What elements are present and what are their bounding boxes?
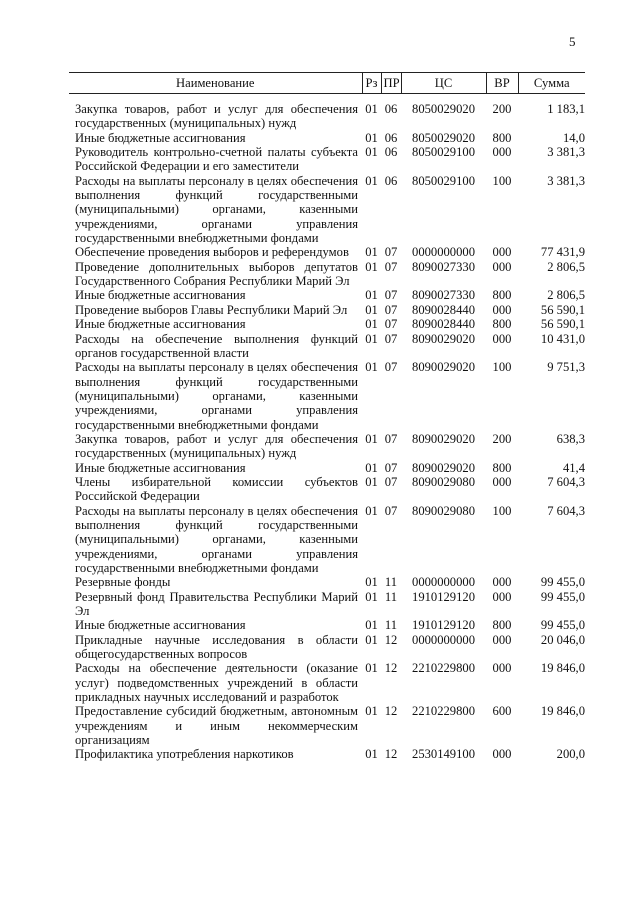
cell-vr: 100 [492,360,512,375]
cell-name: Расходы на обеспечение деятельности (оказание услуг) подведомственных учреждений в области прикладных научных исследований и разработок [75,661,358,705]
table-row [69,260,585,289]
cell-rz: 01 [365,145,378,160]
cell-cs: 2210229800 [412,704,475,719]
cell-pr: 11 [384,575,398,590]
cell-sum: 77 431,9 [540,245,585,260]
cell-pr: 07 [384,245,398,260]
cell-sum: 20 046,0 [540,632,585,647]
cell-pr: 07 [384,474,398,489]
cell-name: Резервный фонд Правительства Республики Марий Эл [75,589,358,619]
table-row [69,747,585,761]
cell-pr: 07 [384,503,398,518]
table-row [69,288,585,302]
cell-pr: 07 [384,331,398,346]
cell-rz: 01 [365,704,378,719]
cell-vr: 000 [492,474,512,489]
cell-name: Иные бюджетные ассигнования [75,618,246,633]
cell-rz: 01 [365,360,378,375]
cell-name: Руководитель контрольно-счетной палаты субъекта Российской Федерации и его заместители [75,145,358,174]
cell-vr: 100 [492,503,512,518]
table-row [69,475,585,504]
cell-pr: 07 [384,317,398,332]
cell-name: Расходы на обеспечение выполнения функций органов государственной власти [75,331,358,360]
cell-cs: 8050029100 [412,173,475,188]
table-row [69,590,585,619]
cell-pr: 07 [384,259,398,274]
cell-cs: 8090029020 [412,331,475,346]
cell-sum: 99 455,0 [540,589,585,604]
cell-pr: 06 [384,145,398,160]
header-rz: Рз [362,73,381,94]
cell-name: Закупка товаров, работ и услуг для обеспечения государственных (муниципальных) нужд [75,431,358,461]
cell-sum: 99 455,0 [540,575,585,590]
page-number: 5 [569,34,576,49]
table-row [69,317,585,331]
cell-sum: 41,4 [562,460,585,475]
cell-vr: 000 [492,302,512,317]
cell-sum: 19 846,0 [540,661,585,676]
cell-pr: 07 [384,302,398,317]
cell-vr: 600 [492,704,512,719]
table-row [69,704,585,747]
header-vr: ВР [486,73,518,94]
cell-sum: 1 183,1 [547,102,585,116]
cell-vr: 000 [492,589,512,604]
cell-name: Расходы на выплаты персоналу в целях обеспечения выполнения функций государственными (муниципальными) органами, казенными учреждениями, органами управления государственными внебюджетными фондами [75,173,358,246]
cell-cs: 0000000000 [412,632,475,647]
cell-name: Члены избирательной комиссии субъектов Российской Федерации [75,474,358,504]
cell-cs: 8090027330 [412,288,475,303]
header-cs: ЦС [401,73,486,94]
cell-cs: 0000000000 [412,245,475,260]
cell-pr: 07 [384,360,398,375]
cell-rz: 01 [365,288,378,303]
header-pr: ПР [381,73,401,94]
cell-vr: 000 [492,145,512,160]
cell-vr: 800 [492,317,512,332]
table-row [69,633,585,662]
cell-cs: 8050029020 [412,130,475,145]
table-row [69,332,585,361]
cell-vr: 000 [492,259,512,274]
table-row [69,461,585,475]
cell-rz: 01 [365,632,378,647]
cell-cs: 1910129120 [412,589,475,604]
table-row [69,245,585,259]
cell-pr: 12 [384,704,398,719]
cell-cs: 8090029020 [412,460,475,475]
cell-cs: 8090029020 [412,431,475,446]
cell-pr: 12 [384,747,398,762]
table-row [69,575,585,589]
cell-name: Иные бюджетные ассигнования [75,130,246,145]
cell-name: Предоставление субсидий бюджетным, автономным учреждениям и иным некоммерческим организациям [75,704,358,748]
cell-sum: 99 455,0 [540,618,585,633]
cell-pr: 11 [384,589,398,604]
table-row [69,145,585,174]
cell-cs: 8090029080 [412,474,475,489]
cell-name: Проведение дополнительных выборов депутатов Государственного Собрания Республики Марий Эл [75,259,358,289]
cell-rz: 01 [365,259,378,274]
cell-cs: 8090027330 [412,259,475,274]
cell-rz: 01 [365,331,378,346]
cell-pr: 07 [384,431,398,446]
cell-sum: 2 806,5 [547,259,585,274]
cell-rz: 01 [365,618,378,633]
cell-vr: 000 [492,331,512,346]
header-sum: Сумма [518,73,585,94]
cell-cs: 8090029020 [412,360,475,375]
cell-vr: 200 [492,431,512,446]
cell-sum: 7 604,3 [547,503,585,518]
cell-vr: 000 [492,661,512,676]
cell-sum: 14,0 [562,130,585,145]
cell-name: Расходы на выплаты персоналу в целях обеспечения выполнения функций государственными (муниципальными) органами, казенными учреждениями, органами управления государственными внебюджетными фондами [75,503,358,575]
table-row [69,102,585,131]
cell-cs: 8090028440 [412,302,475,317]
cell-pr: 12 [384,661,398,676]
cell-cs: 8090028440 [412,317,475,332]
cell-sum: 56 590,1 [540,302,585,317]
cell-rz: 01 [365,317,378,332]
cell-name: Профилактика употребления наркотиков [75,747,294,762]
budget-table [69,72,585,762]
cell-name: Проведение выборов Главы Республики Марий Эл [75,302,348,317]
cell-vr: 200 [492,102,512,116]
cell-name: Обеспечение проведения выборов и референдумов [75,245,349,260]
cell-rz: 01 [365,747,378,762]
cell-rz: 01 [365,503,378,518]
cell-sum: 3 381,3 [547,173,585,188]
cell-rz: 01 [365,302,378,317]
cell-rz: 01 [365,661,378,676]
cell-sum: 2 806,5 [547,288,585,303]
cell-pr: 06 [384,130,398,145]
cell-cs: 2210229800 [412,661,475,676]
cell-name: Закупка товаров, работ и услуг для обеспечения государственных (муниципальных) нужд [75,102,358,131]
cell-rz: 01 [365,245,378,260]
cell-vr: 100 [492,173,512,188]
cell-vr: 000 [492,575,512,590]
table-row [69,618,585,632]
cell-cs: 1910129120 [412,618,475,633]
cell-cs: 8090029080 [412,503,475,518]
table-row [69,661,585,704]
cell-cs: 0000000000 [412,575,475,590]
cell-pr: 07 [384,288,398,303]
cell-sum: 9 751,3 [547,360,585,375]
table-row [69,131,585,145]
cell-vr: 000 [492,747,512,762]
table-header [69,73,585,103]
cell-rz: 01 [365,460,378,475]
cell-cs: 2530149100 [412,747,475,762]
cell-vr: 000 [492,632,512,647]
cell-cs: 8050029020 [412,102,475,116]
cell-vr: 800 [492,288,512,303]
table-row [69,504,585,576]
cell-pr: 12 [384,632,398,647]
cell-name: Резервные фонды [75,575,171,590]
cell-sum: 200,0 [556,747,585,762]
cell-vr: 800 [492,130,512,145]
cell-pr: 07 [384,460,398,475]
cell-rz: 01 [365,130,378,145]
cell-sum: 56 590,1 [540,317,585,332]
cell-vr: 800 [492,618,512,633]
cell-rz: 01 [365,589,378,604]
cell-sum: 7 604,3 [547,474,585,489]
cell-pr: 11 [384,618,398,633]
cell-sum: 19 846,0 [540,704,585,719]
cell-sum: 638,3 [556,431,585,446]
header-name: Наименование [69,73,362,94]
cell-rz: 01 [365,431,378,446]
cell-rz: 01 [365,575,378,590]
cell-vr: 000 [492,245,512,260]
table-row [69,303,585,317]
cell-name: Расходы на выплаты персоналу в целях обеспечения выполнения функций государственными (муниципальными) органами, казенными учреждениями, органами управления государственными внебюджетными фондами [75,360,358,432]
cell-pr: 06 [384,173,398,188]
cell-name: Иные бюджетные ассигнования [75,317,246,332]
table-row [69,432,585,461]
cell-name: Иные бюджетные ассигнования [75,460,246,475]
cell-rz: 01 [365,474,378,489]
cell-sum: 10 431,0 [540,331,585,346]
cell-pr: 06 [384,102,398,116]
cell-name: Иные бюджетные ассигнования [75,288,246,303]
cell-name: Прикладные научные исследования в области общегосударственных вопросов [75,632,358,662]
cell-cs: 8050029100 [412,145,475,160]
cell-vr: 800 [492,460,512,475]
table-row [69,360,585,432]
cell-rz: 01 [365,102,378,116]
cell-sum: 3 381,3 [547,145,585,160]
cell-rz: 01 [365,173,378,188]
table-body [69,102,585,762]
table-row [69,174,585,246]
